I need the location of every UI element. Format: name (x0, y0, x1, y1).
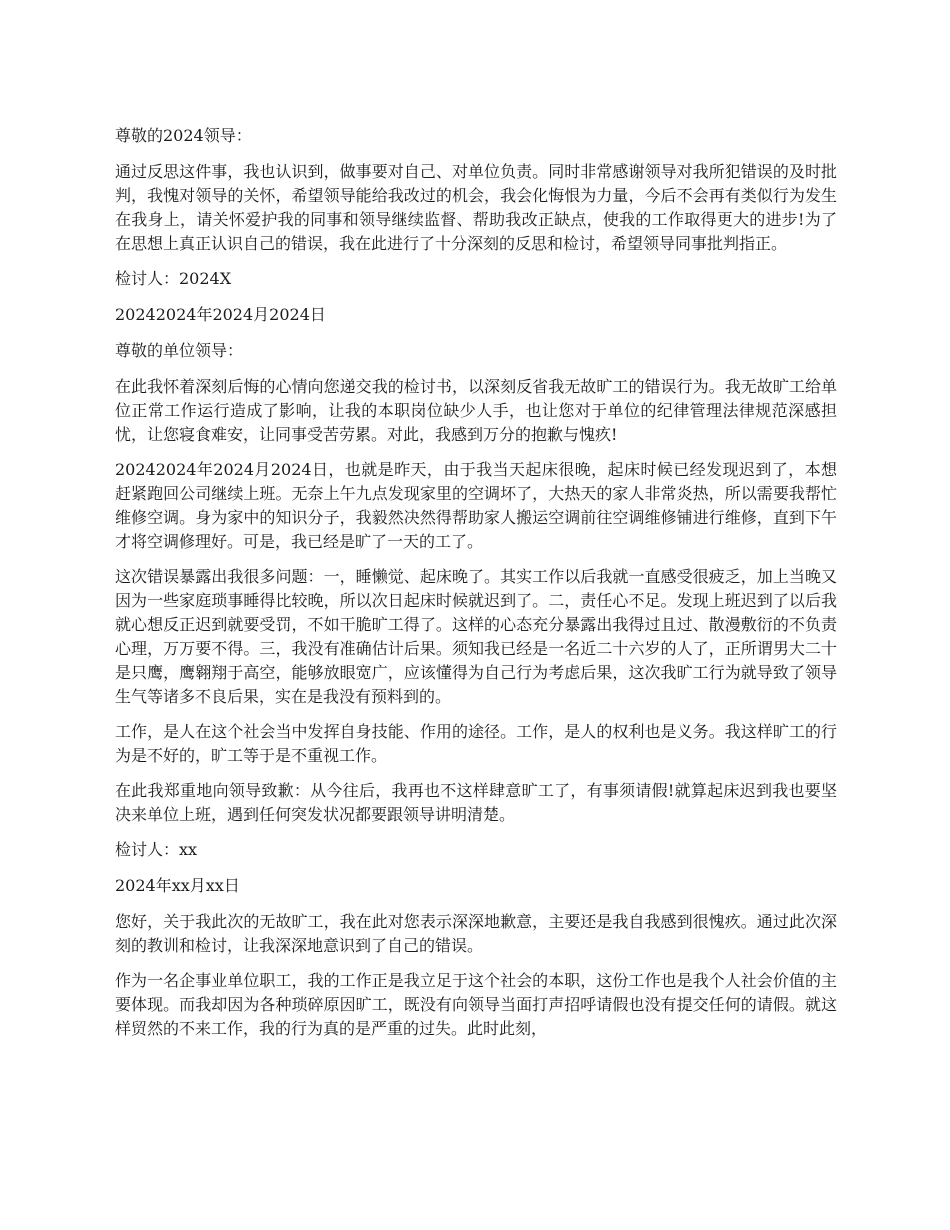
date-line: 2024年xx月xx日 (115, 876, 240, 895)
paragraph-apology: 在此我怀着深刻后悔的心情向您递交我的检讨书，以深刻反省我无故旷工的错误行为。我无故旷工给单位正常工作运行造成了影响，让我的本职岗位缺少人手，也让您对于单位的纪律管理法律规范深感担忧，让您寝食难安，让同事受苦劳累。对此，我感到万分的抱歉与愧疚! (115, 377, 837, 444)
paragraph-incident: 20242024年2024月2024日，也就是昨天，由于我当天起床很晚，起床时候已经发现迟到了，本想赶紧跑回公司继续上班。无奈上午九点发现家里的空调坏了，大热天的家人非常炎热，所以需要我帮忙维修空调。身为家中的知识分子，我毅然决然得帮助家人搬运空调前往空调维修铺进行维修，直到下午才将空调修理好。可是，我已经是旷了一天的工了。 (115, 460, 837, 551)
signature: 检讨人：xx (115, 840, 198, 859)
paragraph-problems: 这次错误暴露出我很多问题：一，睡懒觉、起床晚了。其实工作以后我就一直感受很疲乏，加上当晚又因为一些家庭琐事睡得比较晚，所以次日起床时候就迟到了。二，责任心不足。发现上班迟到了以后我就心想反正迟到就要受罚，不如干脆旷工得了。这样的心态充分暴露出我得过且过、散漫敷衍的不负责心理，万万要不得。三，我没有准确估计后果。须知我已经是一名近二十六岁的人了，正所谓男大二十是只鹰，鹰翱翔于高空，能够放眼宽广，应该懂得为自己行为考虑后果，这次我旷工行为就导致了领导生气等诸多不良后果，实在是我没有预料到的。 (115, 567, 837, 706)
paragraph-reflection: 通过反思这件事，我也认识到，做事要对自己、对单位负责。同时非常感谢领导对我所犯错误的及时批判，我愧对领导的关怀，希望领导能给我改过的机会，我会化悔恨为力量，今后不会再有类似行为发生在我身上，请关怀爱护我的同事和领导继续监督、帮助我改正缺点，使我的工作取得更大的进步!为了在思想上真正认识自己的错误，我在此进行了十分深刻的反思和检讨，希望领导同事批判指正。 (115, 162, 837, 253)
paragraph-duty: 作为一名企事业单位职工，我的工作正是我立足于这个社会的本职，这份工作也是我个人社会价值的主要体现。而我却因为各种琐碎原因旷工，既没有向领导当面打声招呼请假也没有提交任何的请假。就这样贸然的不来工作，我的行为真的是严重的过失。此时此刻， (115, 971, 837, 1038)
paragraph-greeting: 您好，关于我此次的无故旷工，我在此对您表示深深地歉意，主要还是我自我感到很愧疚。通过此次深刻的教训和检讨，让我深深地意识到了自己的错误。 (115, 912, 837, 955)
signature: 检讨人：2024X (115, 269, 232, 288)
paragraph-pledge: 在此我郑重地向领导致歉：从今往后，我再也不这样肆意旷工了，有事须请假!就算起床迟到我也要坚决来单位上班，遇到任何突发状况都要跟领导讲明清楚。 (115, 781, 837, 824)
salutation: 尊敬的单位领导： (115, 341, 244, 360)
paragraph-work-meaning: 工作，是人在这个社会当中发挥自身技能、作用的途径。工作，是人的权利也是义务。我这样旷工的行为是不好的，旷工等于是不重视工作。 (115, 722, 837, 765)
document-body (115, 124, 837, 1052)
salutation: 尊敬的2024领导： (115, 126, 252, 145)
date-line: 20242024年2024月2024日 (115, 305, 326, 324)
